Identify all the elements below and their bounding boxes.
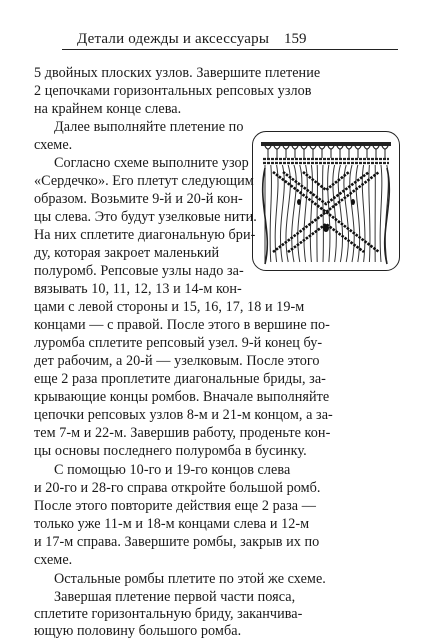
text-line: дет рабочим, а 20-й — узелковым. После этого [34, 353, 320, 369]
diagonal-bridle [303, 172, 349, 190]
loop-knot [319, 146, 325, 149]
cord [317, 165, 318, 262]
bead [297, 199, 301, 205]
loop-knot [346, 146, 352, 149]
text-line: цы основы последнего полуромба в бусинку. [34, 443, 307, 459]
text-line: и 20-го и 28-го справа откройте большой ромб. [34, 480, 321, 496]
text-line: Завершая плетение первой части пояса, [54, 589, 296, 605]
text-line: После этого повторите действия еще 2 раза — [34, 498, 316, 514]
text-line: только уже 11-м и 18-м концами слева и 12-м [34, 516, 310, 532]
bead [351, 199, 355, 205]
text-line: полуромб. Репсовые узлы надо за- [34, 263, 244, 279]
page-number: 159 [284, 31, 307, 47]
loop-knot [328, 146, 334, 149]
text-line: На них сплетите диагональную бри- [34, 227, 256, 243]
text-line: образом. Возьмите 9-й и 20-й кон- [34, 191, 243, 207]
cord [380, 165, 382, 262]
loop-knot [283, 146, 289, 149]
holder-bar [261, 142, 391, 146]
loop-knot [337, 146, 343, 149]
loop-knot [355, 146, 361, 149]
running-title: Детали одежды и аксессуары [77, 31, 270, 47]
text-line: еще 2 раза проплетите диагональные бриды, за- [34, 371, 326, 387]
text-line: 2 цепочками горизонтальных репсовых узлов [34, 83, 312, 99]
text-line: схеме. [34, 137, 73, 153]
text-line: луромба сплетите репсовый узел. 9-й конец бу- [34, 335, 323, 351]
text-line: концами — с правой. После этого в вершине по- [34, 317, 330, 333]
loop-knot [310, 146, 316, 149]
side-cord [385, 168, 390, 264]
loop-knot [274, 146, 280, 149]
text-line: вязывать 10, 11, 12, 13 и 14-м кон- [34, 281, 242, 297]
cord [298, 165, 302, 262]
cord [362, 165, 365, 262]
text-line: на крайнем конце слева. [34, 101, 182, 117]
loop-knot [301, 146, 307, 149]
cord [333, 165, 336, 262]
text-line: «Сердечко». Его плетут следующим [34, 173, 254, 189]
text-line: Далее выполняйте плетение по [54, 119, 244, 135]
cord [275, 165, 278, 262]
text-line: 5 двойных плоских узлов. Завершите плетение [34, 65, 321, 81]
cord [270, 165, 272, 262]
loop-knot [265, 146, 271, 149]
text-line: Согласно схеме выполните узор [54, 155, 249, 171]
text-line: цы слева. Это будут узелковые нити. [34, 209, 257, 225]
text-line: схеме. [34, 552, 73, 568]
text-line: и 17-м справа. Завершите ромбы, закрыв их по [34, 534, 320, 550]
text-line: ющую половину большого ромба. [34, 623, 242, 639]
loop-knot [292, 146, 298, 149]
cord [344, 165, 349, 262]
text-line: сплетите горизонтальную бриду, заканчива- [34, 606, 303, 622]
text-line: цами с левой стороны и 15, 16, 17, 18 и 19-м [34, 299, 305, 315]
loop-knot [364, 146, 370, 149]
text-line: тем 7-м и 22-м. Завершив работу, проденьте кон- [34, 425, 331, 441]
text-line: ду, которая закроет маленький [34, 245, 220, 261]
text-line: крывающие концы ромбов. Вначале выполняйте [34, 389, 330, 405]
macrame-heart-pattern-diagram [252, 131, 400, 271]
text-line: цепочки репсовых узлов 8-м и 21-м концом, а за- [34, 407, 333, 423]
pattern-illustration [253, 132, 399, 270]
cord [304, 165, 307, 262]
text-line: Остальные ромбы плетите по этой же схеме. [54, 571, 326, 587]
cord [350, 165, 354, 262]
text-line: С помощью 10-го и 19-го концов слева [54, 462, 291, 478]
loop-knot [373, 146, 379, 149]
bead [323, 224, 329, 232]
loop-knot [382, 146, 388, 149]
page-header [62, 31, 398, 50]
cord [286, 165, 290, 262]
